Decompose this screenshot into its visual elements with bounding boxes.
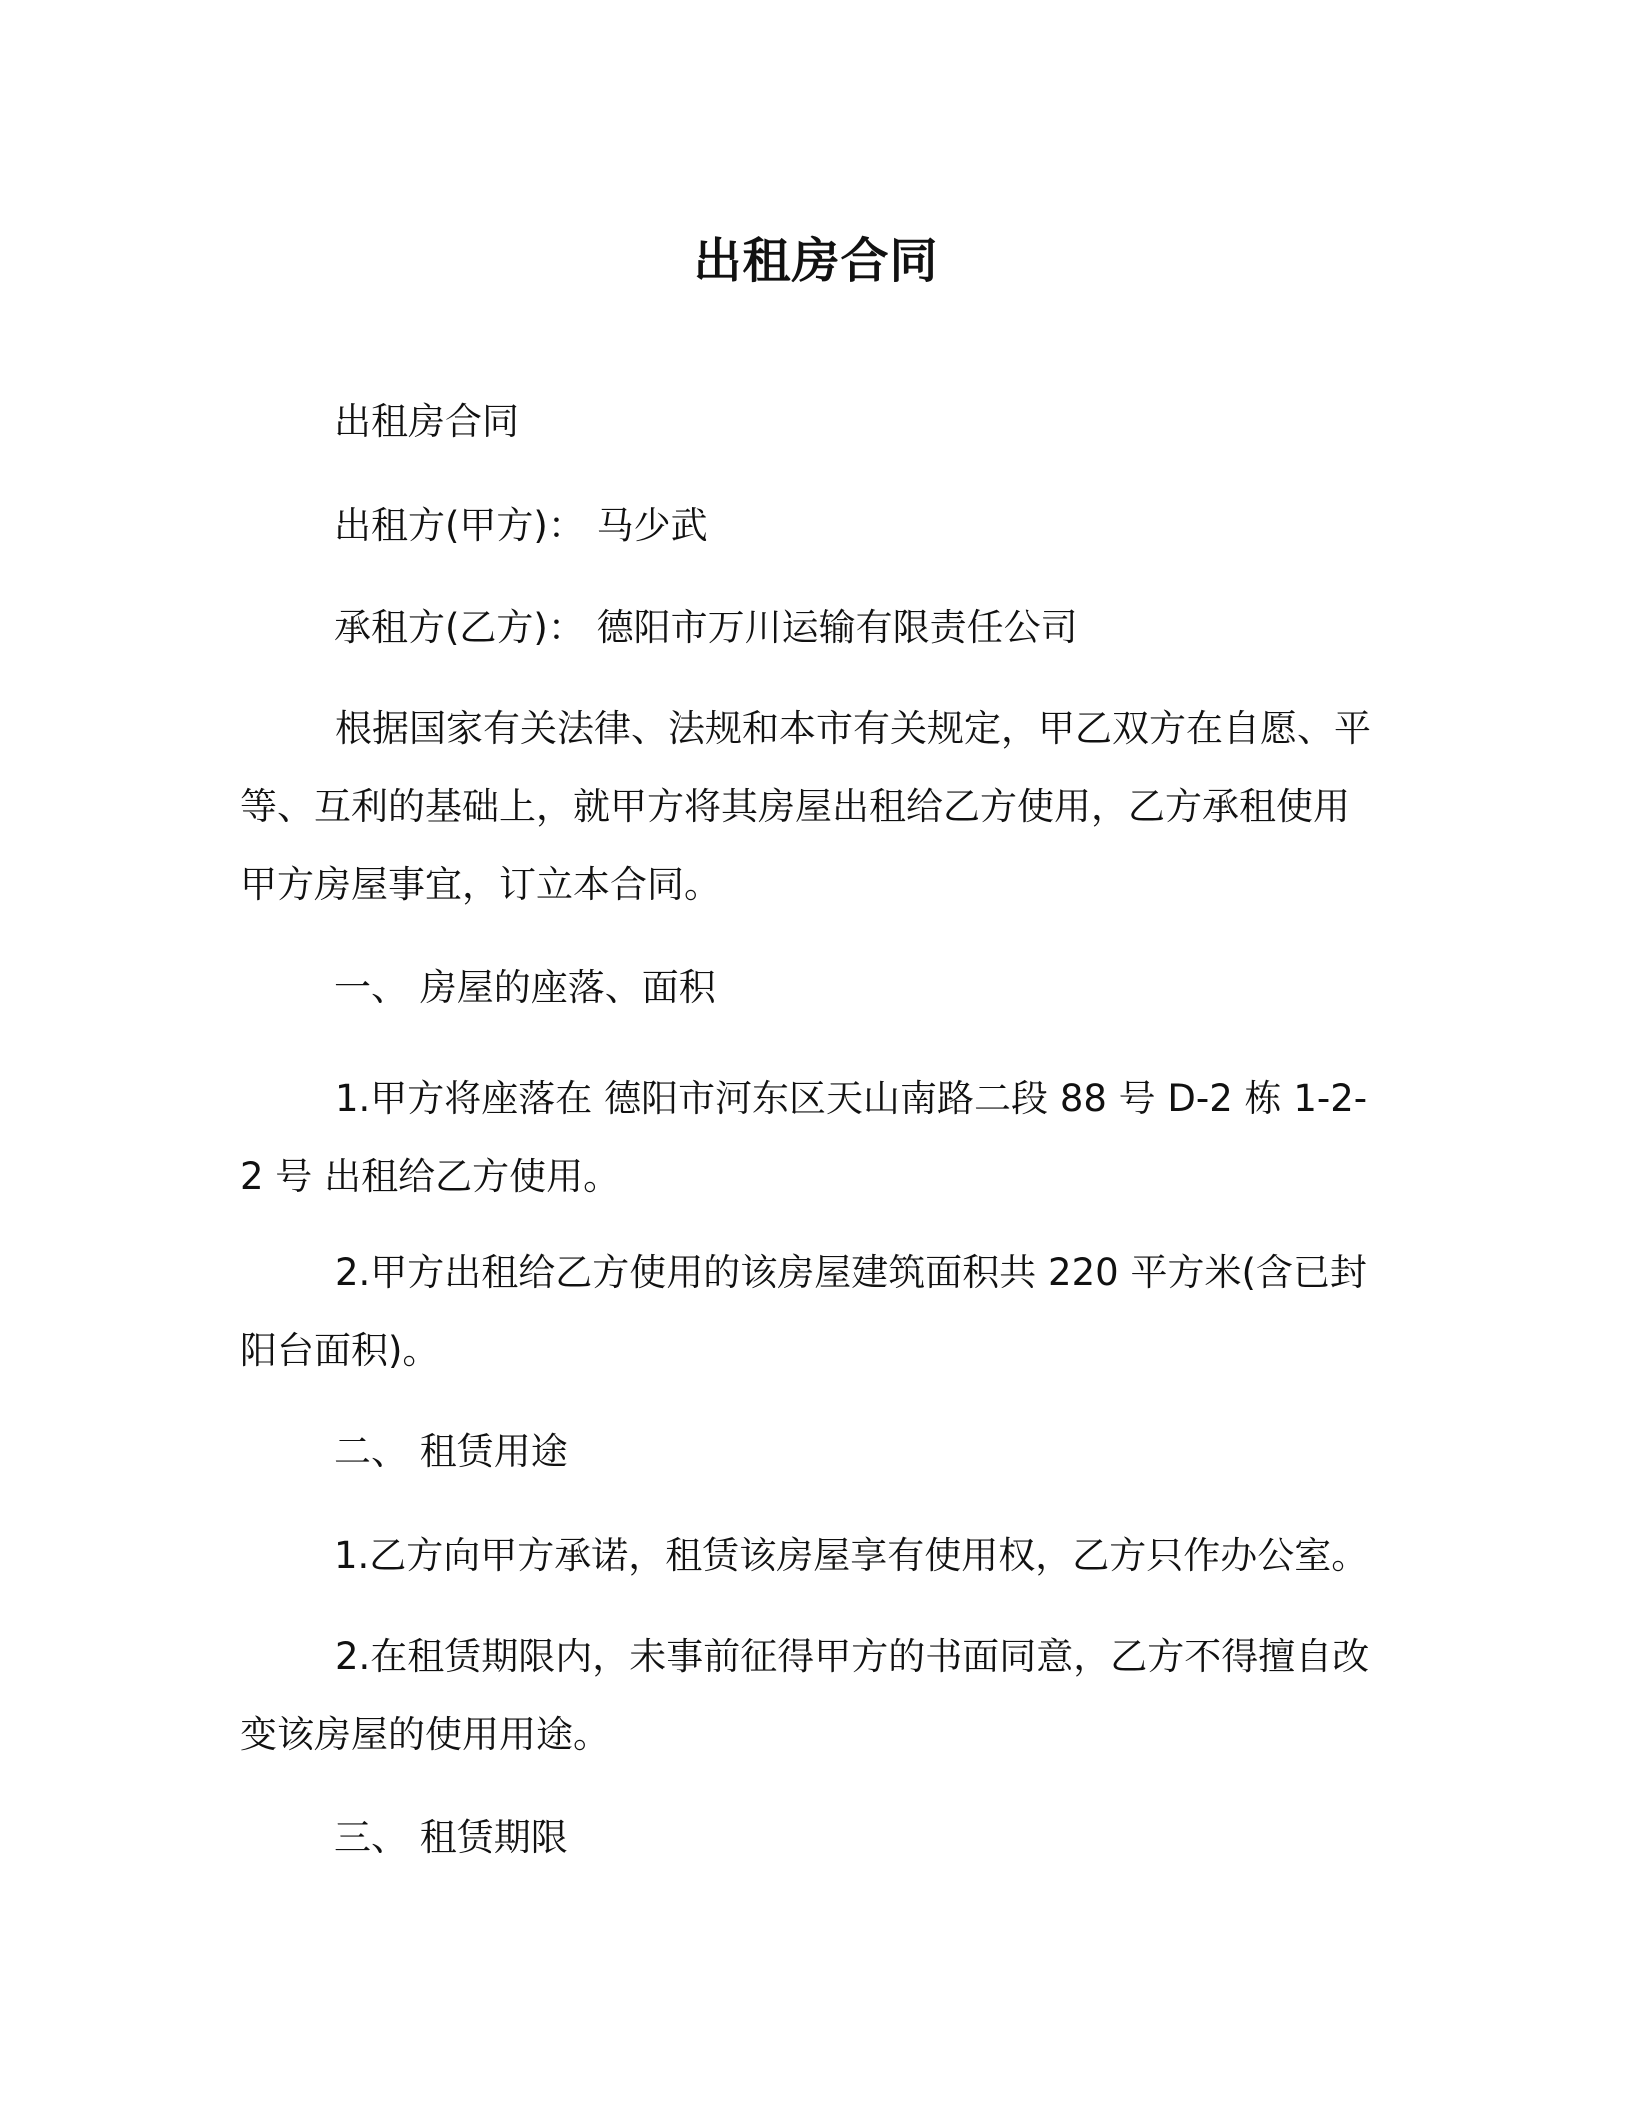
section-item: 1.甲方将座落在 德阳市河东区天山南路二段 88 号 D-2 栋 1-2-2 号 出租给乙方使用。 xyxy=(240,1077,1368,1198)
section-item: 2.在租赁期限内，未事前征得甲方的书面同意，乙方不得擅自改变该房屋的使用用途。 xyxy=(240,1635,1370,1756)
lessor-line: 出租方(甲方)： 马少武 xyxy=(334,504,708,547)
section-heading: 二、 租赁用途 xyxy=(334,1430,568,1473)
section-item: 1.乙方向甲方承诺，租赁该房屋享有使用权，乙方只作办公室。 xyxy=(334,1534,1369,1577)
section-heading: 三、 租赁期限 xyxy=(334,1816,568,1859)
document-title: 出租房合同 xyxy=(693,233,939,289)
lessee-line: 承租方(乙方)： 德阳市万川运输有限责任公司 xyxy=(334,606,1078,649)
section-heading: 一、 房屋的座落、面积 xyxy=(334,966,716,1009)
contract-subtitle: 出租房合同 xyxy=(334,400,519,443)
intro-paragraph: 根据国家有关法律、法规和本市有关规定，甲乙双方在自愿、平等、互利的基础上，就甲方将其房屋出租给乙方使用，乙方承租使用甲方房屋事宜，订立本合同。 xyxy=(240,707,1371,906)
section-item: 2.甲方出租给乙方使用的该房屋建筑面积共 220 平方米(含已封阳台面积)。 xyxy=(240,1251,1367,1372)
